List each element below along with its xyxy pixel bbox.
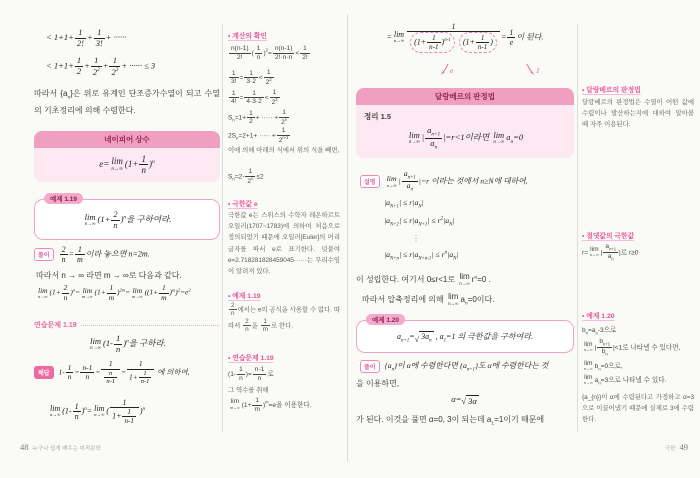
solution-badge: 풀이 [34, 248, 54, 261]
annotation-arrow-icon [526, 64, 535, 75]
margin-formula: $\frac{1}{3!}$ = $\frac{1}{3\cdot 2}$ < $\frac{1}{2^2}$ [231, 69, 272, 86]
margin-note-text: 이에 의해 아래의 식에서 위의 식을 빼면, [228, 147, 340, 154]
explanation-line [360, 170, 574, 193]
chapter-title: 극한 [664, 446, 676, 452]
answer-1-19-line [34, 360, 220, 385]
margin-formula-abs-limit: r= lim n→∞ | $\frac{a_{n+1}}{a_n}$ |로 r≥0 [582, 243, 639, 262]
right-margin-rule [577, 24, 578, 432]
margin-note-title-example-120: • 예제 1.20 [582, 310, 615, 320]
exercise-1-19-row [34, 320, 220, 330]
dalembert-test-box [356, 88, 574, 158]
right-page-margin-column [582, 0, 694, 478]
dalembert-box-title: 달랑베르의 판정법 [356, 88, 574, 105]
alpha-equation: α= √ 3α [451, 394, 477, 406]
explanation-math: lim n→∞ | $\frac{a_{n+1}}{a_n}$ |=r 이라는 것에서 n≥N에 대하여, [386, 169, 528, 193]
margin-formula: $\frac{n(n-1)}{2!}$ ( $\frac{1}{n}$ )$^2$= $\frac{n(n-1)}{2!\cdot n\cdot n}$ < $\frac{1}{2!}$ [231, 45, 308, 61]
annotation-e-label: e [450, 66, 454, 75]
solution-1-20-line-2: 을 이용하면, [356, 379, 400, 388]
dotted-rule [81, 325, 220, 326]
margin-note-text-example-120: {a_{n}}이 α에 수렴된다고 가정하고 α=3으로 이끌어냈기 때문에 실제로 3에 수렴한다. [582, 394, 694, 424]
annotation-arrow-icon [440, 64, 449, 75]
annotation-1-label: 1 [536, 66, 540, 75]
margin-formula: (1- $\frac{1}{n}$ )= $\frac{n-1}{n}$ 로 [228, 366, 274, 382]
margin-note-title-limit-e: • 극한값 e [228, 198, 258, 208]
theorem-label: 정리 1.5 [364, 112, 391, 121]
left-page-number: 48 [20, 442, 29, 452]
theorem-formula: lim n→∞ | $\frac{a_{n+1}}{a_n}$ |=r<1이라면 lim n→∞ $a_n=0$ [408, 125, 524, 151]
answer-badge: 해답 [34, 366, 54, 379]
solution-1-19-line-2: 따라서 n → ∞ 라면 m → ∞로 다음과 같다. [36, 271, 182, 280]
solution-1-19-line-1 [34, 245, 220, 264]
margin-formula: lim n→∞ $b_n=0$으로, [584, 359, 623, 372]
solution-1-20-line-3: 가 된다. 이것을 풀면 α=0, 3이 되는데 $a_1=1$이기 때문에 [356, 415, 545, 427]
series-inequality-2: < 1+1+ $\frac{1}{2}$ + $\frac{1}{2^2}$ + $\frac{1}{2^3}$ + ······ ≤ 3 [46, 55, 156, 77]
margin-formula: $b_n=a_n-3$으로 [582, 327, 617, 336]
example-1-20-box [356, 317, 574, 353]
margin-note-text-limit-e: 극한값 e는 스위스의 수학자 레온하르트 오일러(1707~1783)에 의하여 처음으로 정의되었기 때문에 오일러[Euler]의 머리글자를 따서 e로 표기한다. 덧붙여 e=2.718281828459045······는 무리수임이 알려져 있다. [228, 212, 340, 276]
margin-note-title-dalembert: • 달랑베르의 판정법 [582, 84, 641, 94]
annotation-e [440, 64, 453, 75]
margin-note-title-exercise-119: • 연습문제 1.19 [228, 352, 274, 362]
top-limit-formula: = lim n→∞ 1 (1+ $\frac{1}{n-1}$ )$^{n-1}$ (1+ $\frac{1}{n-1}$ ) = $\frac{1}{e}$ 이 된다. [356, 22, 574, 53]
series-inequality-1: < 1+1+ $\frac{1}{2!}$ + $\frac{1}{3!}$ + ······ [46, 27, 127, 48]
exercise-1-19-problem: lim n→∞ (1- $\frac{1}{n}$ )$^n$을 구하라. [90, 333, 166, 354]
margin-formula: $\frac{1}{4!}$ = $\frac{1}{4\cdot 3\cdot 2}$ < $\frac{1}{2^3}$ [231, 89, 278, 106]
margin-formula: lim n→∞ | $\frac{b_{n+1}}{b_n}$ |<1로 나타낼 수 있다면, [584, 338, 681, 357]
example-1-20-problem: $a_{n+1}=$ √ $3a_n$ , $a_1=1$ 의 극한값을 구하여라. [396, 332, 533, 344]
margin-note-title-calc-check: • 계산의 확인 [228, 30, 267, 40]
solution-1-20-line-1 [360, 360, 574, 373]
inequality-line: $|a_{N+n}| \le r|a_{N+n-1}| \le r^n|a_N|$ [384, 250, 459, 262]
book-title: 누구나 쉽게 배우는 미적분학 [32, 446, 101, 452]
margin-formula: $S_n=1+$ $\frac{1}{2}$ + ····· + $\frac{1}{2^n}$ [228, 109, 288, 126]
example-1-19-label: 예제 1.19 [44, 193, 83, 204]
margin-formula: lim m→∞ (1+ $\frac{1}{m}$ )$^m$=e을 이용한다. [230, 397, 312, 413]
inequality-line: $|a_{N+2}| \le r|a_{N+1}| \le r^2|a_N|$ [384, 216, 455, 228]
margin-formula: $S_n=2-$ $\frac{1}{2^n}$ ≤2 [228, 168, 264, 185]
margin-formula: $2S_n=2+1+$ ····· + $\frac{1}{2^{n-1}}$ [228, 127, 289, 144]
margin-note-text: 그 역수를 취해 [228, 387, 269, 394]
margin-note-text-example-119: $\frac{2}{n}$ 에서는 e의 공식을 사용할 수 없다. 따라서 $\frac{2}{n}$ 을 $\frac{1}{m}$ 로 한다. [228, 302, 340, 334]
margin-formula: lim n→∞ $a_n=3$으로 나타낼 수 있다. [584, 373, 667, 386]
inequality-line: $|a_{N+1}| \le r|a_N|$ [384, 198, 424, 210]
right-page-number: 49 [679, 442, 688, 452]
center-gutter-rule [347, 14, 348, 462]
margin-note-text-dalembert: 달랑베르의 판정법은 수열이 어떤 값에 수렴이나 발산하는지에 대하여 알아볼 때 자주 이용된다. [582, 99, 694, 129]
example-1-19-box [34, 196, 220, 240]
example-1-19-problem: lim n→∞ (1+ $\frac{2}{n}$ )$^n$을 구하여라. [84, 209, 172, 230]
annotation-1 [526, 64, 540, 75]
top-limit-derivation [356, 18, 574, 80]
napier-formula: e= lim n→∞ (1+ $\frac{1}{n}$ )$^n$ [99, 154, 155, 176]
explanation-badge: 설명 [360, 175, 380, 188]
napier-constant-box [34, 131, 220, 182]
margin-note-title-abs-limit: • 절댓값의 극한값 [582, 230, 634, 240]
solution-badge: 풀이 [360, 360, 380, 373]
vertical-ellipsis: ⋮ [412, 234, 422, 243]
right-page-main-column [356, 0, 574, 478]
convergence-paragraph: 따라서 $\{a_n\}$은 위로 유계인 단조증가수열이 되고 수열의 기초정리에 의해 수렴한다. [34, 89, 220, 115]
left-page-margin-column [228, 0, 340, 478]
solution-1-19-formula: lim n→∞ (1+ $\frac{2}{n}$ )$^n$= lim m→∞ (1+ $\frac{1}{m}$ )$^{2m}$= lim m→∞ ((1+ $\frac{1}{m}$ )$^m)^2=e^2$ [38, 283, 191, 302]
answer-1-19-math: 1- $\frac{1}{n}$ = $\frac{n-1}{n}$ = $\frac{1}{\frac{n}{n-1}}$ = 1 1+ $\frac{1}{n-1}$ 에 의하여, [58, 359, 190, 385]
example-1-20-label: 예제 1.20 [366, 314, 405, 325]
solution-1-20-math-1: $\{a_n\}$이 α에 수렴한다면 $\{a_{n+1}\}$도 α에 수렴한다는 것 [384, 361, 549, 373]
left-page-footer [20, 442, 101, 452]
napier-box-title: 네이피어 상수 [34, 131, 220, 148]
conclusion-line-2: 따라서 압축정리에 의해 lim n→∞ $a_n=0$이다. [362, 292, 495, 307]
left-margin-rule [222, 24, 223, 432]
left-page-main-column [34, 0, 220, 478]
margin-note-title-example-119: • 예제 1.19 [228, 290, 261, 300]
conclusion-line-1: 이 성립한다. 여기서 0≤r<1로 lim n→∞ $r^n=0$ . [356, 272, 491, 287]
exercise-1-19-label: 연습문제 1.19 [34, 322, 77, 329]
solution-1-19-math-1: $\frac{2}{n}$ = $\frac{1}{m}$ 이라 놓으면 n=2m. [61, 245, 150, 265]
answer-1-19-formula: lim n→∞ (1- $\frac{1}{n}$ )$^n$= lim n→∞ ( 1 1+ $\frac{1}{n-1}$ )$^n$ [50, 398, 145, 426]
